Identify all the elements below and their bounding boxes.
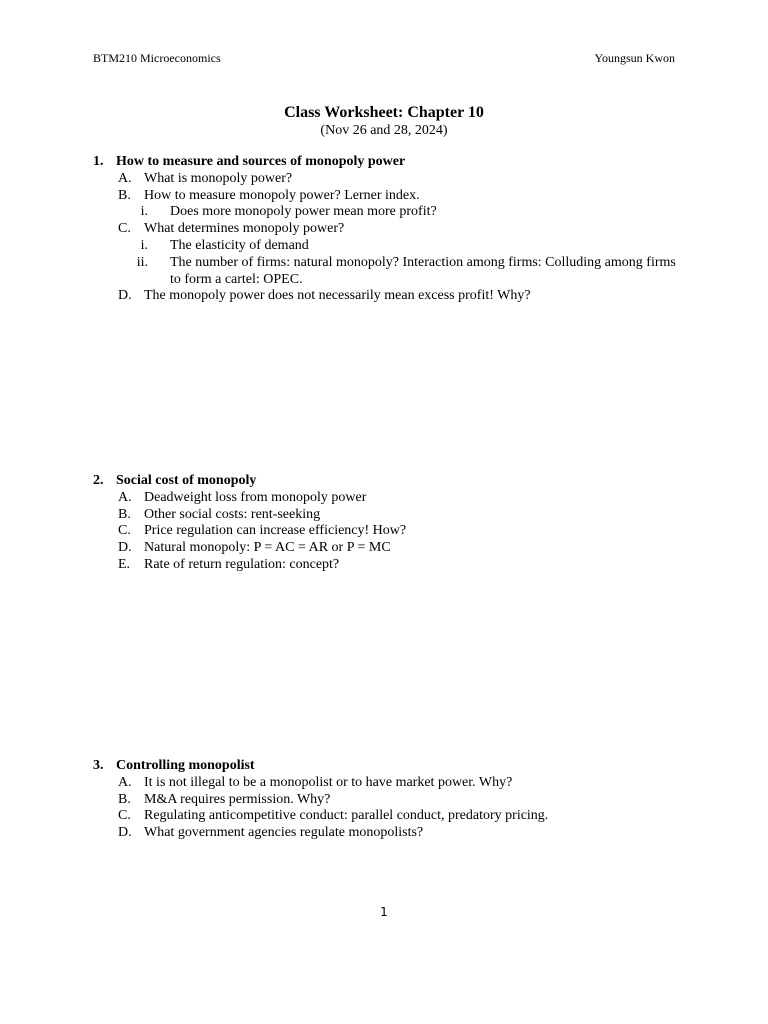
- list-item-text: Regulating anticompetitive conduct: parallel conduct, predatory pricing.: [144, 808, 549, 824]
- page-title: Class Worksheet: Chapter 10: [284, 104, 484, 121]
- list-item-text: Other social costs: rent-seeking: [144, 506, 321, 522]
- sub-list-item-text: Does more monopoly power mean more profit?: [170, 204, 437, 220]
- sub-list-item-text: The elasticity of demand: [170, 237, 309, 253]
- header-author: Youngsun Kwon: [594, 51, 675, 65]
- list-item-text: What determines monopoly power?: [144, 221, 345, 237]
- sub-list-marker: ii.: [136, 254, 148, 270]
- list-item: [93, 775, 683, 792]
- sub-list-item: [93, 255, 683, 289]
- list-item: [93, 792, 683, 809]
- section-1: [93, 154, 683, 305]
- section-heading: [93, 154, 683, 171]
- list-marker: D.: [118, 825, 132, 841]
- list-item: [93, 557, 683, 574]
- list-item: [93, 523, 683, 540]
- sub-list-marker: i.: [140, 204, 148, 220]
- section-heading: [93, 758, 683, 775]
- list-marker: C.: [118, 808, 131, 824]
- list-item-text: Natural monopoly: P = AC = AR or P = MC: [144, 540, 391, 556]
- list-item: [93, 288, 683, 305]
- list-marker: E.: [118, 556, 131, 572]
- list-item-text: Rate of return regulation: concept?: [144, 556, 340, 572]
- section-title: Controlling monopolist: [116, 758, 255, 773]
- list-item: [93, 221, 683, 238]
- list-item-text: Price regulation can increase efficiency! How?: [144, 523, 407, 539]
- list-marker: B.: [118, 791, 131, 807]
- list-item-text: Deadweight loss from monopoly power: [144, 489, 367, 505]
- section-number: 2.: [93, 473, 104, 488]
- list-marker: A.: [118, 774, 132, 790]
- list-marker: A.: [118, 170, 132, 186]
- list-marker: D.: [118, 540, 132, 556]
- page-subtitle: (Nov 26 and 28, 2024): [320, 123, 448, 138]
- list-item-text: What is monopoly power?: [144, 170, 293, 186]
- sub-list-item-text: The number of firms: natural monopoly? Interaction among firms: Colluding among firms to form a cartel: OPEC.: [170, 254, 676, 287]
- sub-list-item: [93, 238, 683, 255]
- section-2: [93, 473, 683, 574]
- list-marker: C.: [118, 523, 131, 539]
- list-marker: A.: [118, 489, 132, 505]
- list-item: [93, 808, 683, 825]
- list-item-text: What government agencies regulate monopolists?: [144, 825, 424, 841]
- list-marker: C.: [118, 221, 131, 237]
- sub-list-item: [93, 204, 683, 221]
- list-item-text: It is not illegal to be a monopolist or to have market power. Why?: [144, 774, 513, 790]
- sub-list-marker: i.: [140, 237, 148, 253]
- section-title: Social cost of monopoly: [116, 473, 257, 488]
- list-item: [93, 188, 683, 205]
- section-number: 1.: [93, 154, 104, 169]
- section-title: How to measure and sources of monopoly power: [116, 154, 406, 169]
- list-marker: B.: [118, 506, 131, 522]
- page-number: 1: [380, 905, 388, 919]
- list-item: [93, 540, 683, 557]
- section-number: 3.: [93, 758, 104, 773]
- list-marker: D.: [118, 288, 132, 304]
- list-item-text: The monopoly power does not necessarily mean excess profit! Why?: [144, 288, 531, 304]
- list-item-text: How to measure monopoly power? Lerner index.: [144, 187, 420, 203]
- list-item: [93, 490, 683, 507]
- list-item: [93, 825, 683, 842]
- list-item-text: M&A requires permission. Why?: [144, 791, 331, 807]
- list-marker: B.: [118, 187, 131, 203]
- list-item: [93, 171, 683, 188]
- list-item: [93, 507, 683, 524]
- section-3: [93, 758, 683, 842]
- header-course: BTM210 Microeconomics: [93, 51, 221, 65]
- section-heading: [93, 473, 683, 490]
